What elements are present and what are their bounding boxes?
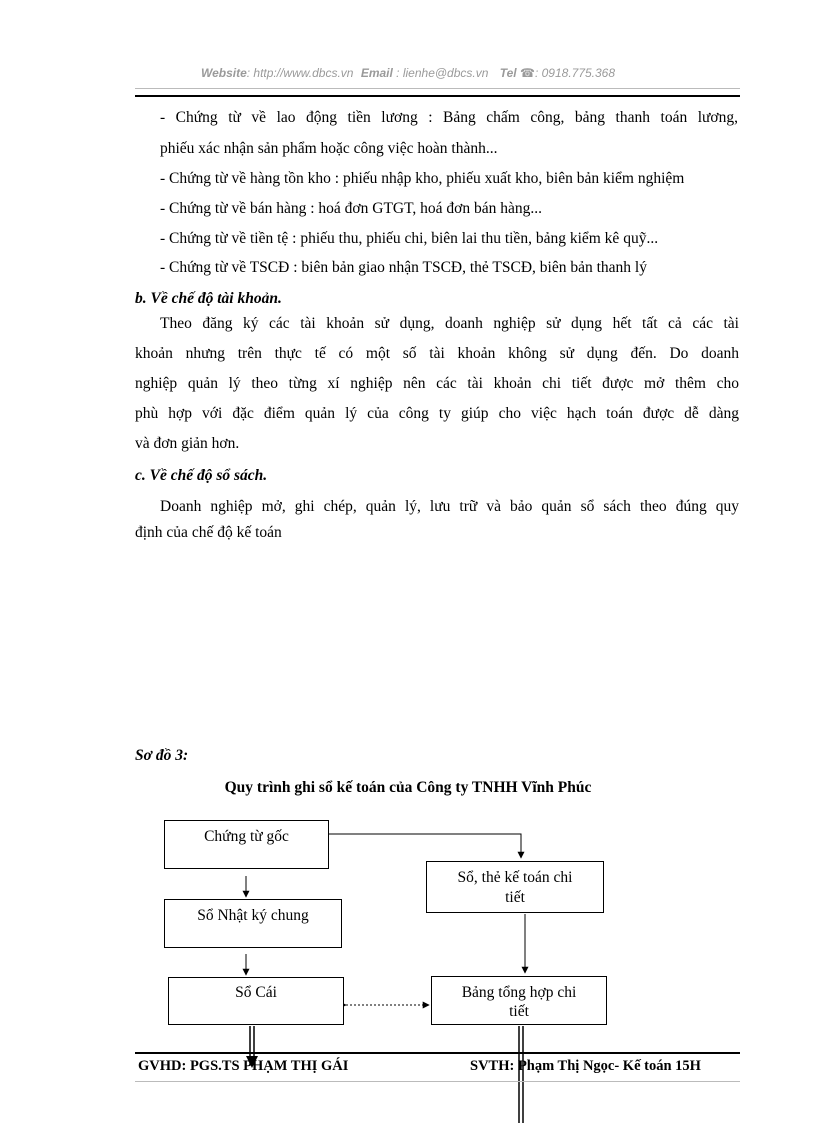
section-c-line-1: Doanh nghiệp mở, ghi chép, quản lý, lưu trữ và bảo quản sổ sách theo đúng quy bbox=[160, 498, 739, 515]
box-nhat-ky-chung bbox=[164, 899, 342, 948]
bullet-line-2: phiếu xác nhận sản phẩm hoặc công việc hoàn thành... bbox=[160, 140, 498, 157]
email-value: : lienhe@dbcs.vn bbox=[396, 66, 489, 80]
section-b-heading: b. Về chế độ tài khoản. bbox=[135, 290, 282, 307]
box-nhat-ky-chung-label: Sổ Nhật ký chung bbox=[197, 907, 309, 924]
footer-divider-thick bbox=[135, 1052, 740, 1054]
phone-icon: ☎ bbox=[520, 66, 535, 80]
tel-label: Tel bbox=[499, 66, 517, 80]
section-b-line-4: phù hợp với đặc điểm quản lý của công ty giúp cho việc hạch toán được dễ dàng bbox=[135, 405, 739, 422]
website-label: Website bbox=[200, 66, 247, 80]
box-chung-tu-goc-label: Chứng từ gốc bbox=[204, 828, 289, 845]
footer-divider-thin bbox=[135, 1081, 740, 1082]
box-so-the-label-2: tiết bbox=[505, 889, 525, 906]
bullet-line-1: - Chứng từ về lao động tiền lương : Bảng chấm công, bảng thanh toán lương, bbox=[160, 109, 738, 126]
box-so-the-ke-toan bbox=[426, 861, 604, 913]
bullet-line-5: - Chứng từ về tiền tệ : phiếu thu, phiếu chi, biên lai thu tiền, bảng kiểm kê quỹ... bbox=[160, 230, 659, 247]
section-b-line-5: và đơn giản hơn. bbox=[135, 435, 240, 452]
diagram-label: Sơ đồ 3: bbox=[135, 747, 189, 764]
bullet-line-6: - Chứng từ về TSCĐ : biên bản giao nhận TSCĐ, thẻ TSCĐ, biên bản thanh lý bbox=[160, 259, 647, 276]
diagram-title: Quy trình ghi sổ kế toán của Công ty TNHH Vĩnh Phúc bbox=[224, 779, 592, 796]
box-so-cai bbox=[168, 977, 344, 1025]
section-b-line-3: nghiệp quản lý theo từng xí nghiệp nên các tài khoản chi tiết được mở thêm cho bbox=[135, 375, 739, 392]
box-bang-tong-hop-label-1: Bảng tổng hợp chi bbox=[461, 984, 577, 1001]
footer-right: SVTH: Phạm Thị Ngọc- Kế toán 15H bbox=[470, 1058, 701, 1074]
box-chung-tu-goc bbox=[164, 820, 329, 869]
bullet-line-3: - Chứng từ về hàng tồn kho : phiếu nhập kho, phiếu xuất kho, biên bản kiểm nghiệm bbox=[160, 170, 685, 187]
box-bang-tong-hop bbox=[431, 976, 607, 1025]
bullet-line-4: - Chứng từ về bán hàng : hoá đơn GTGT, hoá đơn bán hàng... bbox=[160, 200, 543, 217]
box-so-cai-label: Sổ Cái bbox=[235, 984, 277, 1001]
arrow-goc-to-so-the bbox=[329, 834, 521, 858]
tel-value: : 0918.775.368 bbox=[534, 66, 616, 80]
section-c-heading: c. Về chế độ sổ sách. bbox=[135, 467, 268, 484]
section-b-line-1: Theo đăng ký các tài khoản sử dụng, doanh nghiệp sử dụng hết tất cả các tài bbox=[160, 315, 739, 332]
box-so-the-label-1: Sổ, thẻ kế toán chi bbox=[457, 869, 573, 886]
footer-left: GVHD: PGS.TS PHẠM THỊ GÁI bbox=[138, 1058, 349, 1074]
email-label: Email bbox=[360, 66, 393, 80]
section-b-line-2: khoản nhưng trên thực tế có một số tài khoản không sử dụng đến. Do doanh bbox=[135, 345, 739, 362]
section-c-line-2: định của chế độ kế toán bbox=[135, 524, 282, 541]
website-value: : http://www.dbcs.vn bbox=[246, 66, 354, 80]
box-bang-tong-hop-label-2: tiết bbox=[509, 1003, 529, 1020]
